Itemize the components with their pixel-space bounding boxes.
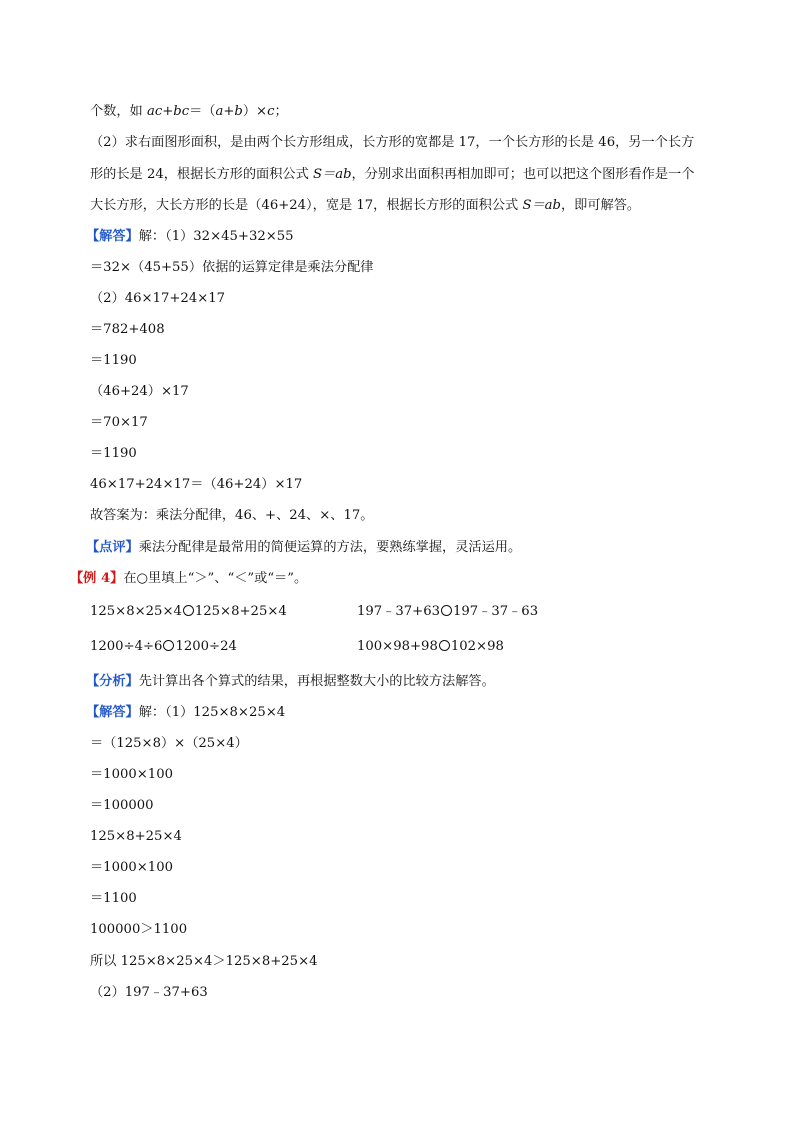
text: 102×98 — [450, 639, 504, 654]
text: 解：（1）32×45+32×55 — [138, 229, 294, 244]
solution-line: ＝782+408 — [90, 322, 165, 337]
solution-line: ＝1000×100 — [90, 767, 173, 782]
solution-line: ＝1190 — [90, 353, 137, 368]
solution-line: ＝1000×100 — [90, 860, 173, 875]
formula: S＝ab — [312, 167, 352, 182]
solution-line: ＝（125×8）×（25×4） — [90, 736, 248, 751]
comment-tag: 【点评】 — [86, 540, 139, 555]
analysis-line-3 — [90, 165, 694, 185]
analysis-line-4 — [90, 196, 640, 216]
solution-line: （46+24）×17 — [90, 384, 189, 399]
problem-4 — [357, 637, 504, 657]
solution-line: （2）46×17+24×17 — [90, 291, 226, 306]
solution-tag: 【解答】 — [86, 229, 139, 244]
text: ，分别求出面积再相加即可；也可以把这个图形看作是一个 — [351, 167, 695, 182]
example-prompt: 在○里填上“＞”、“＜”或“＝”。 — [123, 571, 308, 586]
text: 197﹣37﹣63 — [452, 604, 539, 619]
solution-line: ＝100000 — [90, 798, 154, 813]
text: 125×8+25×4 — [194, 604, 287, 619]
text: 个数，如 — [90, 104, 147, 119]
text: 先计算出各个算式的结果，再根据整数大小的比较方法解答。 — [138, 674, 495, 689]
solution-line: 125×8+25×4 — [90, 829, 182, 844]
blank-circle[interactable] — [441, 605, 452, 616]
text: 100×98+98 — [357, 639, 438, 654]
formula: a+b — [215, 104, 243, 119]
solution-line: 所以 125×8×25×4＞125×8+25×4 — [90, 954, 318, 969]
text: 解：（1）125×8×25×4 — [138, 705, 286, 720]
solution-line: 46×17+24×17＝（46+24）×17 — [90, 477, 303, 492]
solution-tag: 【解答】 — [86, 705, 139, 720]
blank-circle[interactable] — [163, 640, 174, 651]
text: 125×8×25×4 — [90, 604, 182, 619]
text: 197﹣37+63 — [357, 604, 440, 619]
example-4-heading — [70, 569, 307, 589]
solution-line: 故答案为：乘法分配律，46、+、24、×、17。 — [90, 508, 374, 523]
text: 1200÷4÷6 — [90, 639, 163, 654]
formula: S＝ab — [522, 198, 561, 213]
formula: c — [267, 104, 275, 119]
solution-line: 100000＞1100 — [90, 922, 188, 937]
blank-circle[interactable] — [183, 605, 194, 616]
solution-line: ＝1190 — [90, 446, 137, 461]
solution-line — [86, 227, 294, 247]
solution-line: ＝32×（45+55）依据的运算定律是乘法分配律 — [90, 260, 374, 275]
problem-3 — [90, 637, 237, 657]
solution-line — [86, 703, 285, 723]
analysis-tag: 【分析】 — [86, 674, 139, 689]
text: ； — [274, 104, 288, 119]
text: 大长方形，大长方形的长是（46+24），宽是 17，根据长方形的面积公式 — [90, 198, 523, 213]
blank-circle[interactable] — [439, 640, 450, 651]
analysis-line — [86, 672, 495, 692]
text: 1200÷24 — [175, 639, 237, 654]
solution-line: ＝70×17 — [90, 415, 148, 430]
text: ，即可解答。 — [560, 198, 641, 213]
example-tag: 【例 4】 — [70, 571, 124, 586]
problem-2 — [357, 602, 538, 622]
text: ）× — [242, 104, 268, 119]
comment-line — [86, 538, 521, 558]
solution-line: （2）197﹣37+63 — [90, 985, 208, 1000]
text: ＝（ — [189, 104, 216, 119]
solution-line: ＝1100 — [90, 891, 137, 906]
analysis-line-1 — [90, 102, 288, 122]
text: 形的长是 24，根据长方形的面积公式 — [90, 167, 313, 182]
formula: ac+bc — [146, 104, 190, 119]
analysis-line-2: （2）求右面图形面积，是由两个长方形组成，长方形的宽都是 17，一个长方形的长是 46，另一个长方 — [90, 135, 695, 150]
text: 乘法分配律是最常用的简便运算的方法，要熟练掌握，灵活运用。 — [138, 540, 522, 555]
problem-1 — [90, 602, 287, 622]
